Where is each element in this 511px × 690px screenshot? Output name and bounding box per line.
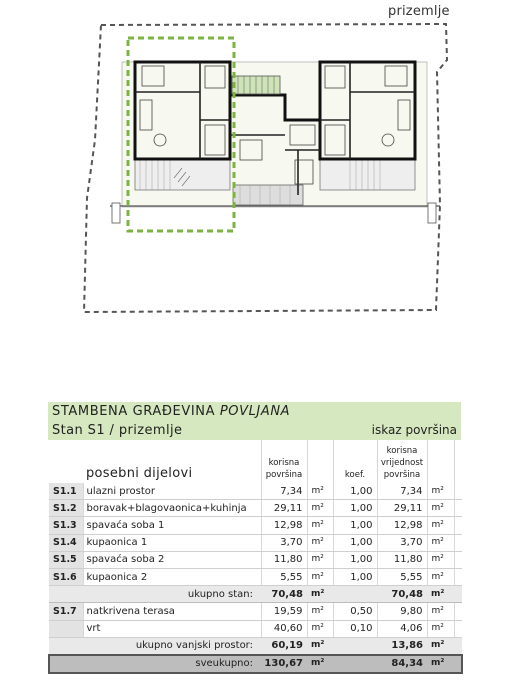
row-coef: 1,00 [333,483,377,500]
row-code: S1.7 [49,603,83,620]
subtotal-outdoor-label: ukupno vanjski prostor: [83,637,261,655]
unit-title: Stan S1 / prizemlje [52,423,183,438]
row-value: 11,80 [377,551,427,568]
unit-label: m² [307,620,333,637]
unit-label: m² [427,568,454,585]
row-area: 3,70 [261,534,307,551]
subtotal-flat-row [49,586,462,603]
row-coef: 0,10 [333,620,377,637]
row-code: S1.5 [49,551,83,568]
row-name: boravak+blagovaonica+kuhinja [83,500,261,517]
table-row [49,603,462,620]
row-spacer [454,603,462,620]
table-row [49,551,462,568]
row-value: 4,06 [377,620,427,637]
building-title-prefix: STAMBENA GRAĐEVINA [52,404,216,419]
floor-label: prizemlje [388,4,450,19]
subtotal-flat-label: ukupno stan: [83,586,261,603]
unit-label: m² [307,586,333,603]
unit-label: m² [307,603,333,620]
row-area: 12,98 [261,517,307,534]
col-coef: koef. [333,440,377,483]
row-area: 5,55 [261,568,307,585]
subtotal-outdoor-area: 60,19 [261,637,307,655]
building-title [48,402,461,422]
row-coef: 1,00 [333,551,377,568]
unit-label: m² [427,517,454,534]
building-title-place: POVLJANA [219,404,291,419]
row-value: 12,98 [377,517,427,534]
row-spacer [454,500,462,517]
row-code: S1.6 [49,568,83,585]
subtotal-outdoor-row [49,637,462,655]
unit-label: m² [427,500,454,517]
row-code: S1.4 [49,534,83,551]
terrace-right [320,160,415,190]
table-row [49,517,462,534]
row-spacer [454,534,462,551]
table-header-row [49,440,462,483]
subtotal-flat-area: 70,48 [261,586,307,603]
unit-label: m² [427,483,454,500]
gate-right [428,203,436,223]
unit-header [48,422,461,440]
row-spacer [454,483,462,500]
area-statement-title: iskaz površina [371,423,457,437]
row-name: ulazni prostor [83,483,261,500]
row-spacer [454,517,462,534]
col-usable-area: korisna površina [261,440,307,483]
area-statement-sheet [48,402,461,674]
row-value: 29,11 [377,500,427,517]
row-coef: 1,00 [333,534,377,551]
grand-total-area: 130,67 [261,655,307,673]
subtotal-outdoor-value: 13,86 [377,637,427,655]
row-code: S1.3 [49,517,83,534]
grand-total-value: 84,34 [377,655,427,673]
unit-label: m² [307,517,333,534]
table-row [49,620,462,637]
row-spacer [454,620,462,637]
subtotal-flat-value: 70,48 [377,586,427,603]
row-value: 3,70 [377,534,427,551]
unit-label: m² [427,534,454,551]
unit-label: m² [427,551,454,568]
floor-plan [0,0,511,330]
row-area: 29,11 [261,500,307,517]
unit-label: m² [427,603,454,620]
unit-label: m² [427,655,454,673]
row-spacer [454,568,462,585]
table-row [49,500,462,517]
row-name: vrt [83,620,261,637]
unit-label: m² [427,586,454,603]
row-name: spavaća soba 1 [83,517,261,534]
unit-label: m² [307,637,333,655]
unit-label: m² [307,655,333,673]
row-area: 40,60 [261,620,307,637]
row-value: 5,55 [377,568,427,585]
row-coef: 1,00 [333,517,377,534]
row-code [49,620,83,637]
table-row [49,534,462,551]
unit-label: m² [307,483,333,500]
row-spacer [454,551,462,568]
gate-left [112,203,120,223]
col-usable-value: korisna vrijednost površina [377,440,427,483]
unit-label: m² [307,534,333,551]
row-coef: 1,00 [333,568,377,585]
row-value: 9,80 [377,603,427,620]
grand-total-row [49,655,462,673]
row-coef: 1,00 [333,500,377,517]
row-name: kupaonica 2 [83,568,261,585]
row-name: kupaonica 1 [83,534,261,551]
row-name: natkrivena terasa [83,603,261,620]
unit-label: m² [307,500,333,517]
row-code: S1.1 [49,483,83,500]
unit-label: m² [307,551,333,568]
row-code: S1.2 [49,500,83,517]
col-parts: posebni dijelovi [86,466,193,481]
row-area: 19,59 [261,603,307,620]
grand-total-label: sveukupno: [83,655,261,673]
row-value: 7,34 [377,483,427,500]
row-area: 11,80 [261,551,307,568]
entrance-walkway [233,185,303,205]
area-table [48,440,463,674]
row-name: spavaća soba 2 [83,551,261,568]
row-coef: 0,50 [333,603,377,620]
unit-label: m² [427,620,454,637]
table-row [49,568,462,585]
table-row [49,483,462,500]
row-area: 7,34 [261,483,307,500]
unit-label: m² [427,637,454,655]
unit-label: m² [307,568,333,585]
